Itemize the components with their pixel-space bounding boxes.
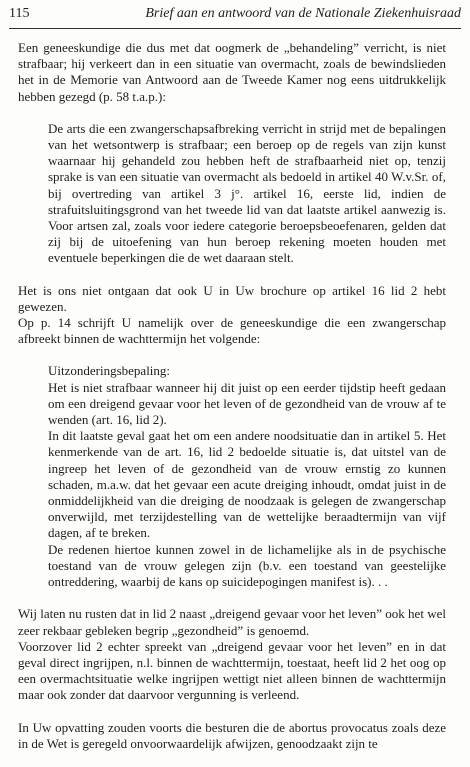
paragraph: In Uw opvatting zouden voorts die besturen die de abortus provocatus zoals deze in de Wet is geregeld onvoorwaardelijk afwijzen, genoodzaakt zijn te: [18, 719, 446, 751]
running-title: Brief aan en antwoord van de Nationale Ziekenhuisraad: [145, 6, 461, 21]
paragraph: Wij laten nu rusten dat in lid 2 naast „dreigend gevaar voor het leven” ook het wel zeer rekbaar gebleken begrip „gezondheid” is genoemd.: [18, 606, 446, 638]
block-quote: In dit laatste geval gaat het om een andere noodsituatie dan in artikel 5. Het kenmerkende van de art. 16, lid 2 bedoelde situatie is, dat uitstel van de ingreep het leven of de gezondheid van de vrouw ernstig zo kunnen schaden, m.a.w. dat het gevaar een acute dreiging inhoudt, omdat juist in de onmiddelijkheid van die dreiging de noodzaak is gelegen de zwangerschap onverwijld, met terzijdestelling van de wettelijke beraadtermijn van vijf dagen, af te breken.: [48, 428, 446, 541]
quote-heading: Uitzonderingsbepaling:: [48, 363, 171, 379]
block-quote: De arts die een zwangerschapsafbreking verricht in strijd met de bepalingen van het wetsontwerp is strafbaar; een beroep op de regels van zijn kunst waarnaar hij gehandeld zou hebben heft de strafbaarheid niet op, tenzij sprake is van een situatie van overmacht als bedoeld in artikel 40 W.v.Sr. of, bij overtreding van artikel 3 j°. artikel 16, eerste lid, indien de strafuitsluitingsgrond van het tweede lid van dat laatste artikel aanwezig is. Voor artsen zal, zoals voor iedere categorie beroepsbeoefenaren, gelden dat zij bij de uitoefening van hun beroep rekening moeten houden met eventuele beperkingen die de wet daaraan stelt.: [48, 120, 446, 266]
paragraph: Op p. 14 schrijft U namelijk over de geneeskundige die een zwangerschap afbreekt binnen de wachttermijn het volgende:: [18, 315, 446, 347]
body-text: [18, 40, 446, 752]
paragraph: Het is ons niet ontgaan dat ook U in Uw brochure op artikel 16 lid 2 hebt gewezen.: [18, 282, 446, 314]
running-header: [9, 6, 461, 29]
block-quote: De redenen hiertoe kunnen zowel in de lichamelijke als in de psychische toestand van de vrouw gelegen zijn (b.v. een toestand van geestelijke ontreddering, waarbij de kans op suicidepogingen manifest is). . .: [48, 541, 446, 590]
paragraph: Een geneeskundige die dus met dat oogmerk de „behandeling” verricht, is niet strafbaar; hij verkeert dan in een situatie van overmacht, zoals de bewindslieden het in de Memorie van Antwoord aan de Tweede Kamer nog eens uitdrukkelijk hebben gezegd (p. 58 t.a.p.):: [18, 40, 446, 104]
paragraph: Voorzover lid 2 echter spreekt van „dreigend gevaar voor het leven” en in dat geval direct ingrijpen, n.l. binnen de wachttermijn, toestaat, heeft lid 2 het oog op een overmachtsituatie welke ingrijpen wettigt niet alleen binnen de wachttermijn maar ook zonder dat daarvoor vergunning is verleend.: [18, 638, 446, 703]
page-number: 115: [9, 6, 30, 21]
block-quote: Het is niet strafbaar wanneer hij dit juist op een eerder tijdstip heeft gedaan om een dreigend gevaar voor het leven of de gezondheid van de vrouw af te wenden (art. 16, lid 2).: [48, 379, 446, 428]
